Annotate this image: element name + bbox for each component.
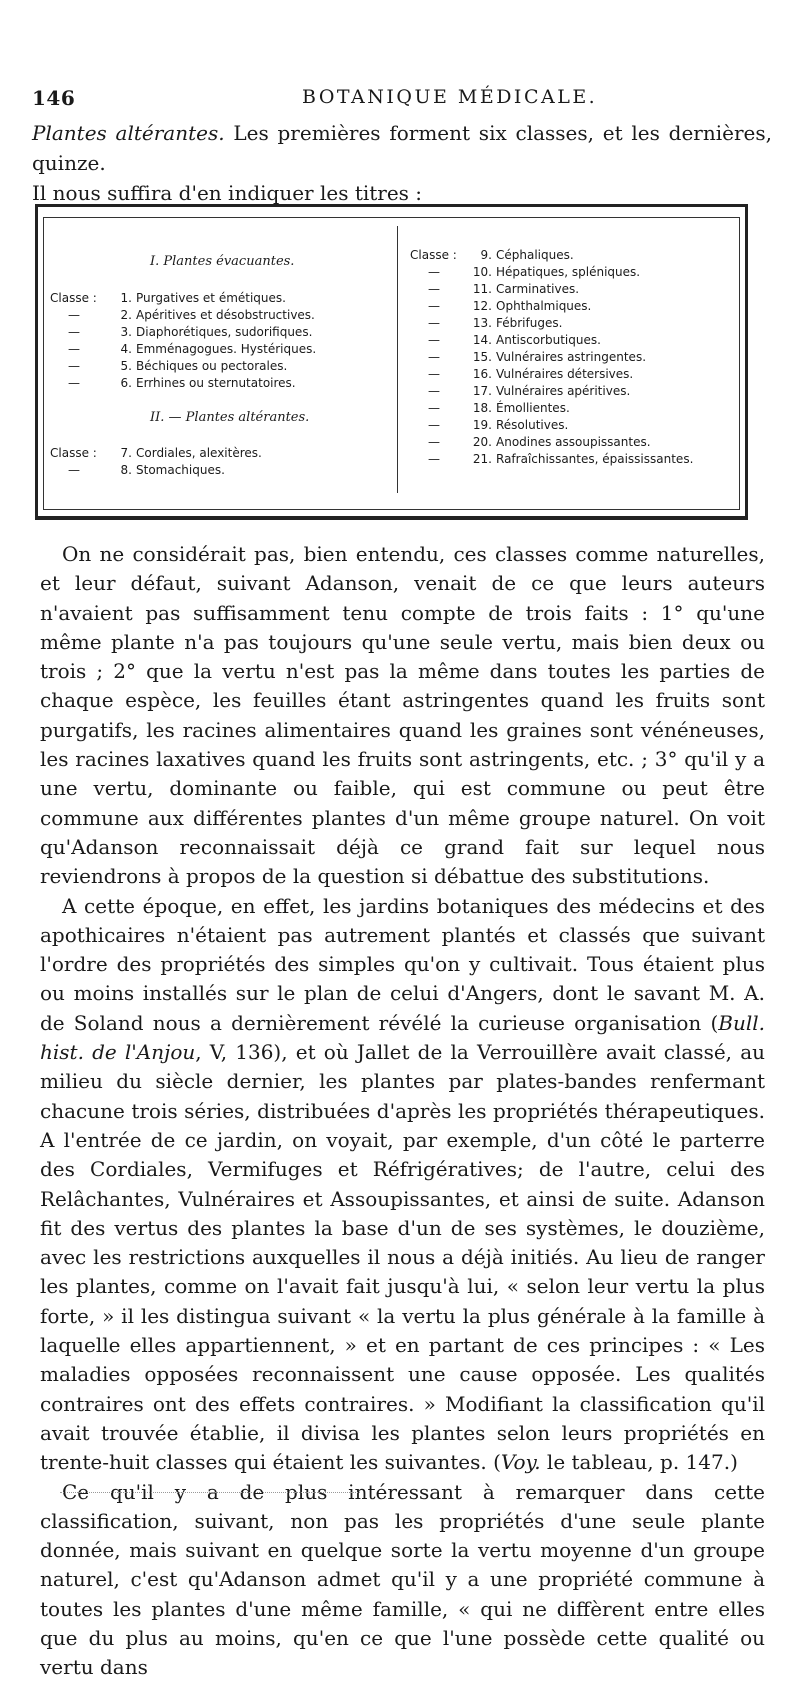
column-divider bbox=[397, 226, 398, 493]
table-row: — 14. Antiscorbutiques. bbox=[428, 333, 601, 347]
paragraph-3: Ce qu'il y a de plus intéressant à remarquer dans cette classification, suivant, non pas les propriétés d'une seule plante donnée, mais suivant en quelque sorte la vertu moyenne d'un groupe naturel, c'est qu'Adanson admet qu'il y a une propriété commune à toutes les plantes d'une même famille, « qui ne diffèrent entre elles que du plus au moins, qu'en ce que l'une possède cette qualité ou vertu dans bbox=[40, 1479, 765, 1680]
table-row: Classe : 7. Cordiales, alexitères. bbox=[50, 446, 262, 460]
table-row: — 20. Anodines assoupissantes. bbox=[428, 435, 651, 449]
table-row: — 15. Vulnéraires astringentes. bbox=[428, 350, 647, 364]
table-row: — 11. Carminatives. bbox=[428, 282, 580, 296]
table-row: — 8. Stomachiques. bbox=[68, 463, 225, 477]
intro-line1-rest: Les premières forment six classes, et les dernières, quinze. bbox=[32, 121, 772, 175]
table-row: — 6. Errhines ou sternutatoires. bbox=[68, 376, 296, 390]
table-row: — 18. Émollientes. bbox=[428, 401, 570, 415]
table-row: — 13. Fébrifuges. bbox=[428, 316, 563, 330]
table-row: — 19. Résolutives. bbox=[428, 418, 569, 432]
table-row: — 2. Apéritives et désobstructives. bbox=[68, 308, 315, 322]
table-row: Classe : 1. Purgatives et émétiques. bbox=[50, 291, 286, 305]
group-title-evacuantes: I. Plantes évacuantes. bbox=[150, 254, 295, 269]
group-title-alterantes: II. — Plantes altérantes. bbox=[150, 410, 310, 425]
page-number: 146 bbox=[32, 86, 76, 110]
intro-paragraph bbox=[32, 118, 772, 208]
table-row: — 12. Ophthalmiques. bbox=[428, 299, 592, 313]
citation: Bull. hist. de l'Anjou bbox=[40, 1010, 765, 1065]
running-title: BOTANIQUE MÉDICALE. bbox=[302, 86, 598, 108]
intro-italic-lead: Plantes altérantes. bbox=[32, 121, 225, 145]
footer-rule bbox=[60, 1492, 360, 1493]
table-row: — 16. Vulnéraires détersives. bbox=[428, 367, 634, 381]
table-row: — 3. Diaphorétiques, sudorifiques. bbox=[68, 325, 313, 339]
table-row: — 5. Béchiques ou pectorales. bbox=[68, 359, 288, 373]
table-row: — 4. Emménagogues. Hystériques. bbox=[68, 342, 317, 356]
paragraph-1: On ne considérait pas, bien entendu, ces classes comme naturelles, et leur défaut, suivant Adanson, venait de ce que leurs auteurs n'avaient pas suffisamment tenu compte de trois faits : 1° qu'une même plante n'a pas toujours qu'une seule vertu, mais bien deux ou trois ; 2° que la vertu n'est pas la même dans toutes les parties de chaque espèce, les feuilles étant astringentes quand les fruits sont purgatifs, les racines alimentaires quand les graines sont vénéneuses, les racines laxatives quand les fruits sont astringents, etc. ; 3° qu'il y a une vertu, dominante ou faible, qui est commune ou peut être commune aux différentes plantes d'un même groupe naturel. On voit qu'Adanson reconnaissait déjà ce grand fait sur lequel nous reviendrons à propos de la question si débattue des substitutions. bbox=[40, 542, 765, 889]
body-text bbox=[40, 540, 765, 1683]
table-row: — 10. Hépatiques, spléniques. bbox=[428, 265, 641, 279]
table-row: Classe : 9. Céphaliques. bbox=[410, 248, 574, 262]
intro-line2: Il nous suffira d'en indiquer les titres : bbox=[32, 181, 423, 205]
paragraph-2: A cette époque, en effet, les jardins botaniques des médecins et des apothicaires n'étaient pas autrement plantés et classés que suivant l'ordre des propriétés des simples qu'on y cultivait. Tous étaient plus ou moins installés sur le plan de celui d'Angers, dont le savant M. A. de Soland nous a dernièrement révélé la curieuse organisation (Bull. hist. de l'Anjou, V, 136), et où Jallet de la Verrouillère avait classé, au milieu du siècle dernier, les plantes par plates-bandes renfermant chacune trois séries, distribuées d'après les propriétés thérapeutiques. A l'entrée de ce jardin, on voyait, par exemple, d'un côté le parterre des Cordiales, Vermifuges et Réfrigératives; de l'autre, celui des Relâchantes, Vulnéraires et Assoupissantes, et ainsi de suite. Adanson fit des vertus des plantes la base d'un de ses systèmes, le douzième, avec les restrictions auxquelles il nous a déjà initiés. Au lieu de ranger les plantes, comme on l'avait fait jusqu'à lui, « selon leur vertu la plus forte, » il les distingua suivant « la vertu la plus générale à la famille à laquelle elles appartiennent, » et en partant de ces principes : « Les maladies opposées reconnaissent une cause opposée. Les qualités contraires ont des effets contraires. » Modifiant la classification qu'il avait trouvée établie, il divisa les plantes selon leurs propriétés en trente-huit classes qui étaient les suivantes. (Voy. le tableau, p. 147.) bbox=[40, 893, 766, 1475]
table-row: — 17. Vulnéraires apéritives. bbox=[428, 384, 631, 398]
page-header bbox=[32, 86, 762, 114]
table-row: — 21. Rafraîchissantes, épaississantes. bbox=[428, 452, 694, 466]
table-inner-frame bbox=[43, 217, 740, 510]
classification-table bbox=[35, 204, 748, 520]
